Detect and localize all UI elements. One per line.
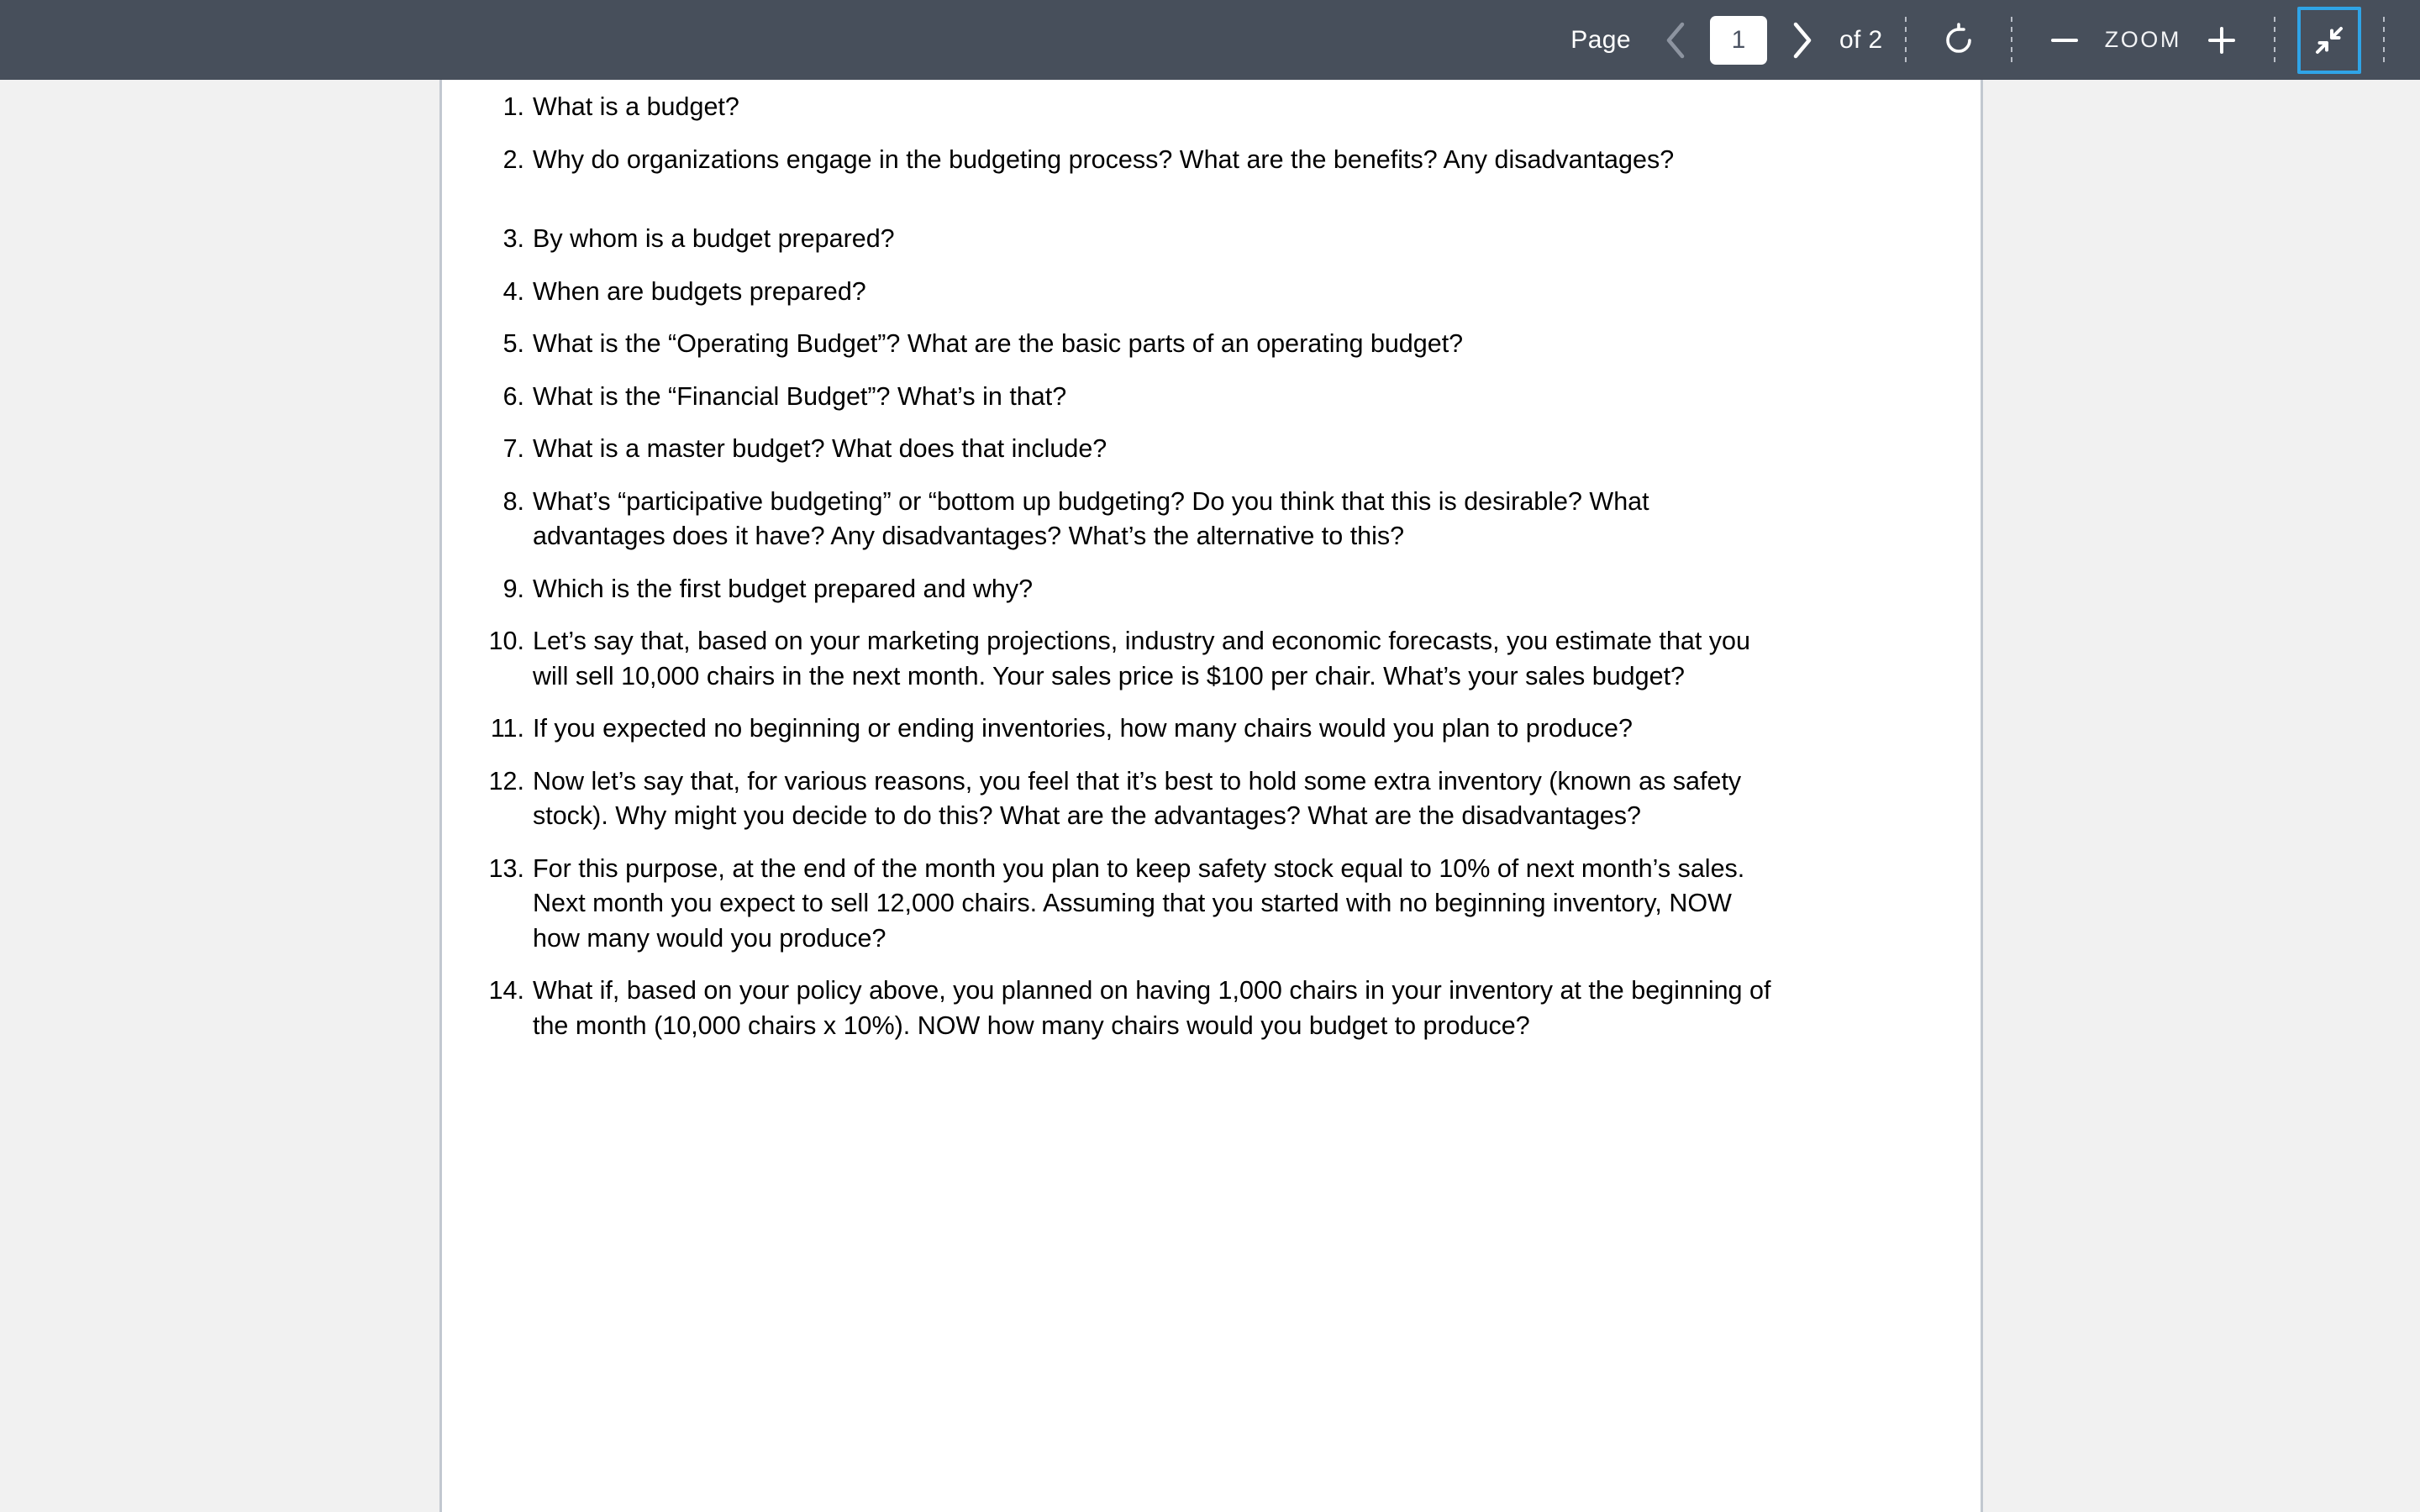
question-text: For this purpose, at the end of the month you plan to keep safety stock equal to 10% of next month’s sales. Next month you expect to sell 12,000 chairs. Assuming that you started with no beginning inventory, NOW how many would you produce? — [533, 853, 1745, 953]
question-list — [442, 90, 1986, 1043]
previous-page-button[interactable] — [1649, 0, 1702, 80]
question-number: 10. — [488, 627, 524, 655]
question-text: What is a master budget? What does that include? — [533, 434, 1107, 463]
question-text: Now let’s say that, for various reasons, you feel that it’s best to hold some extra inventory (known as safety stock). Why might you decide to do this? What are the advantages? What are the disadvantages? — [533, 766, 1742, 830]
question-text: What is the “Operating Budget”? What are the basic parts of an operating budget? — [533, 329, 1464, 358]
exit-fullscreen-button[interactable] — [2297, 7, 2361, 74]
rotate-button[interactable] — [1928, 0, 1989, 80]
toolbar-separator — [2274, 17, 2275, 64]
question-number: 8. — [502, 486, 524, 516]
question-number: 9. — [502, 574, 524, 603]
zoom-controls-group — [2034, 0, 2252, 80]
question-text: Why do organizations engage in the budgeting process? What are the benefits? Any disadvantages? — [533, 144, 1675, 174]
question-item — [442, 711, 1986, 747]
question-text: By whom is a budget prepared? — [533, 224, 895, 253]
question-item — [442, 485, 1986, 554]
zoom-label: ZOOM — [2104, 27, 2181, 52]
question-item — [442, 143, 1986, 178]
question-item — [442, 624, 1986, 694]
rotate-clockwise-icon — [1941, 23, 1976, 58]
toolbar-separator — [1905, 17, 1907, 64]
next-page-button[interactable] — [1776, 0, 1828, 80]
question-item — [442, 327, 1986, 362]
question-text: If you expected no beginning or ending inventories, how many chairs would you plan to produce? — [533, 714, 1633, 743]
question-item — [442, 432, 1986, 467]
chevron-left-icon — [1663, 21, 1688, 60]
question-text: Which is the first budget prepared and why? — [533, 574, 1034, 603]
question-text: What is the “Financial Budget”? What’s in that? — [533, 381, 1067, 411]
question-number: 5. — [502, 329, 524, 358]
question-number: 3. — [502, 224, 524, 253]
document-scroll-area[interactable] — [0, 80, 2420, 1512]
document-page — [439, 80, 1983, 1512]
question-number: 2. — [502, 144, 524, 174]
question-number: 1. — [502, 92, 524, 121]
viewer-toolbar — [0, 0, 2420, 80]
question-text: What is a budget? — [533, 92, 739, 121]
question-number: 11. — [490, 714, 524, 743]
question-number: 14. — [488, 976, 524, 1005]
question-item — [442, 380, 1986, 415]
toolbar-separator — [2011, 17, 2012, 64]
question-item — [442, 572, 1986, 607]
question-number: 7. — [502, 434, 524, 463]
question-item — [442, 764, 1986, 834]
question-item — [442, 974, 1986, 1043]
question-text: What if, based on your policy above, you planned on having 1,000 chairs in your inventory at the beginning of the month (10,000 chairs x 10%). NOW how many chairs would you budget to produce? — [533, 976, 1771, 1040]
question-number: 13. — [488, 853, 524, 883]
toolbar-separator — [2383, 17, 2385, 64]
question-item — [442, 222, 1986, 257]
page-number-input[interactable] — [1710, 16, 1767, 65]
question-text: When are budgets prepared? — [533, 276, 866, 306]
chevron-right-icon — [1789, 21, 1814, 60]
question-text: What’s “participative budgeting” or “bottom up budgeting? Do you think that this is desirable? What advantages does it have? Any disadvantages? What’s the alternative to this? — [533, 486, 1649, 550]
question-number: 4. — [502, 276, 524, 306]
minus-icon — [2048, 24, 2081, 57]
collapse-arrows-icon — [2312, 24, 2346, 57]
document-content — [442, 80, 1986, 1043]
question-number: 12. — [488, 766, 524, 795]
zoom-out-button[interactable] — [2034, 0, 2095, 80]
question-item — [442, 90, 1986, 125]
question-number: 6. — [502, 381, 524, 411]
page-label: Page — [1570, 25, 1631, 54]
question-item — [442, 275, 1986, 310]
page-navigation-group — [1570, 0, 1882, 80]
question-item — [442, 852, 1986, 957]
total-pages-label: of 2 — [1839, 25, 1883, 54]
zoom-in-button[interactable] — [2191, 0, 2252, 80]
plus-icon — [2205, 24, 2238, 57]
question-text: Let’s say that, based on your marketing projections, industry and economic forecasts, you estimate that you will sell 10,000 chairs in the next month. Your sales price is $100 per chair. What’s your sales budget? — [533, 627, 1750, 690]
